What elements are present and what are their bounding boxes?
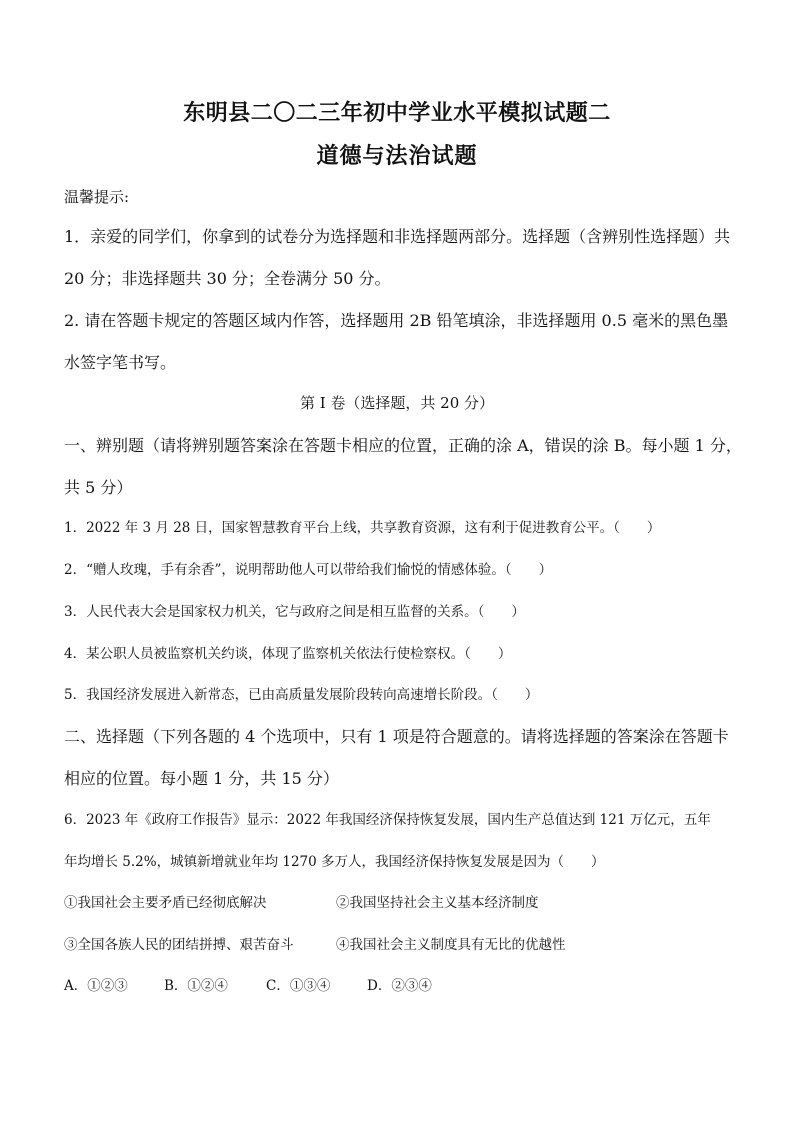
question-5: 5．我国经济发展进入新常态，已由高质量发展阶段转向高速增长阶段。（ ）: [64, 687, 539, 703]
volume-heading: 第 I 卷（选择题，共 20 分）: [299, 394, 495, 412]
question-6-line-1: 6．2023 年《政府工作报告》显示：2022 年我国经济保持恢复发展，国内生产总值达到 121 万亿元，五年: [64, 812, 711, 828]
statement-2: ②我国坚持社会主义基本经济制度: [336, 895, 539, 911]
option-b: B．①②④: [164, 978, 228, 994]
question-3: 3．人民代表大会是国家权力机关，它与政府之间是相互监督的关系。（ ）: [64, 604, 525, 620]
question-6-line-2: 年均增长 5.2%，城镇新增就业年均 1270 多万人，我国经济保持恢复发展是因为（ ）: [64, 854, 605, 870]
question-2: 2．“赠人玫瑰，手有余香”，说明帮助他人可以带给我们愉悦的情感体验。（ ）: [64, 562, 553, 578]
page-title: 东明县二〇二三年初中学业水平模拟试题二: [183, 100, 611, 126]
question-4: 4．某公职人员被监察机关约谈，体现了监察机关依法行使检察权。（ ）: [64, 646, 512, 662]
tips-item-2-line-2: 水签字笔书写。: [64, 353, 177, 372]
statement-4: ④我国社会主义制度具有无比的优越性: [336, 937, 566, 953]
section-1-heading-line-2: 共 5 分）: [64, 478, 133, 497]
section-2-heading-line-2: 相应的位置。每小题 1 分，共 15 分）: [64, 769, 339, 788]
section-1-heading-line-1: 一、辨别题（请将辨别题答案涂在答题卡相应的位置，正确的涂 A，错误的涂 B。每小题 1 分，: [64, 436, 742, 455]
option-d: D．②③④: [367, 978, 432, 994]
option-a: A．①②③: [64, 978, 128, 994]
tips-heading: 温馨提示:: [64, 188, 130, 206]
option-c: C．①③④: [266, 978, 331, 994]
tips-item-2-line-1: 2. 请在答题卡规定的答题区域内作答，选择题用 2B 铅笔填涂，非选择题用 0.5 毫米的黑色墨: [64, 311, 729, 330]
section-2-heading-line-1: 二、选择题（下列各题的 4 个选项中，只有 1 项是符合题意的。请将选择题的答案涂在答题卡: [64, 727, 729, 746]
statement-3: ③全国各族人民的团结拼搏、艰苦奋斗: [64, 937, 294, 953]
tips-item-1-line-2: 20 分；非选择题共 30 分；全卷满分 50 分。: [64, 269, 391, 288]
tips-item-1-line-1: 1．亲爱的同学们，你拿到的试卷分为选择题和非选择题两部分。选择题（含辨别性选择题）共: [64, 227, 731, 246]
statement-1: ①我国社会主要矛盾已经彻底解决: [64, 895, 267, 911]
page-subtitle: 道德与法治试题: [316, 143, 478, 169]
question-1: 1．2022 年 3 月 28 日，国家智慧教育平台上线，共享教育资源，这有利于促进教育公平。（ ）: [64, 520, 661, 536]
